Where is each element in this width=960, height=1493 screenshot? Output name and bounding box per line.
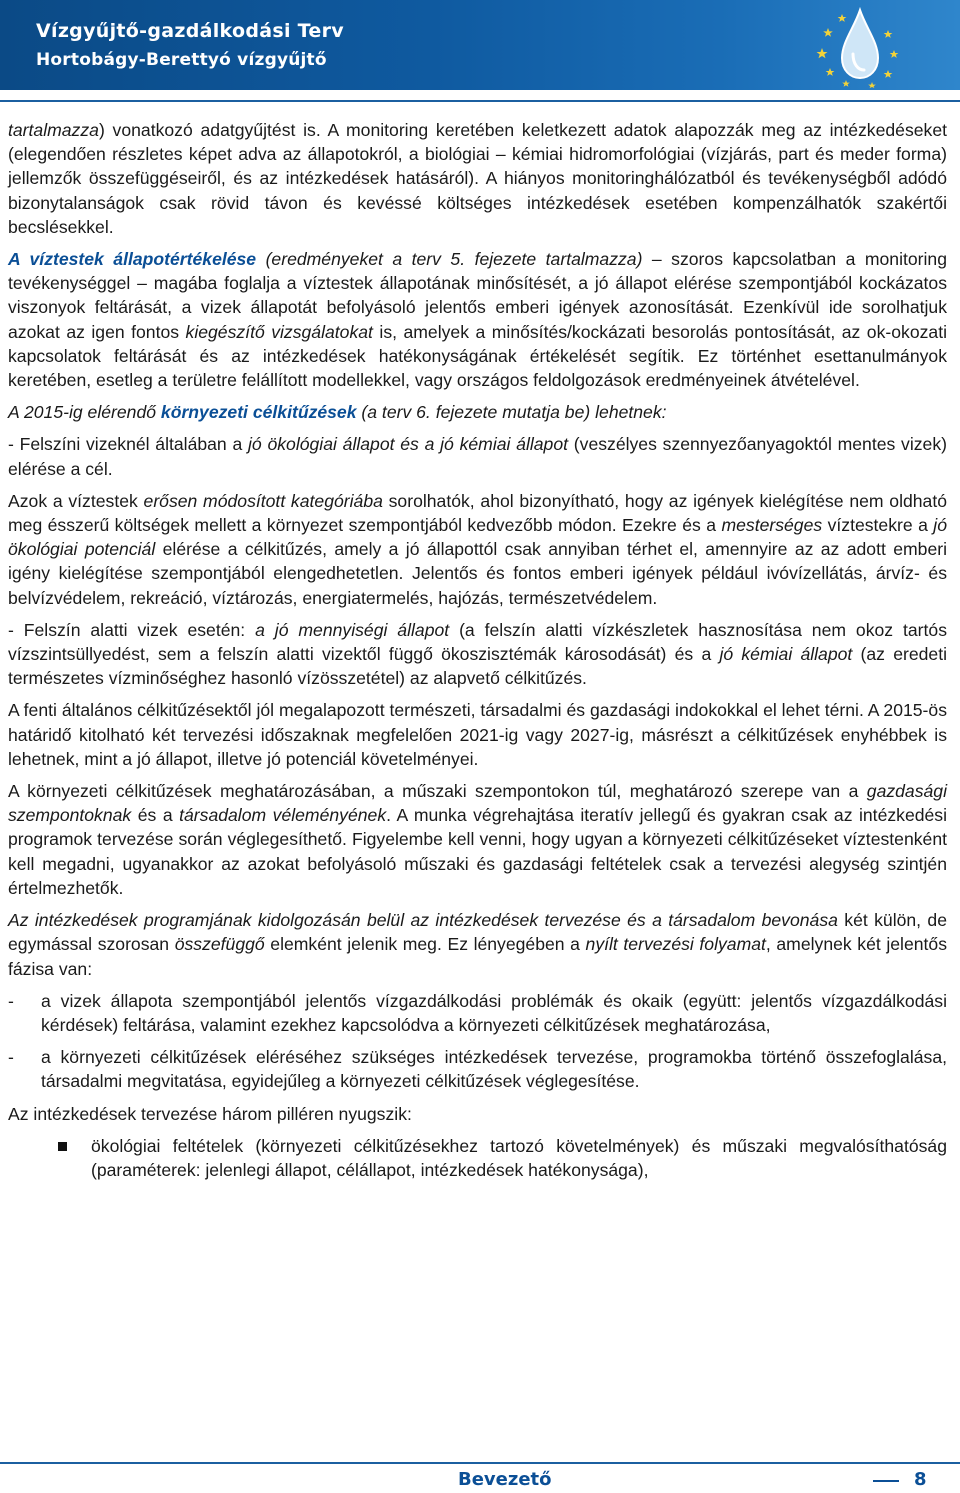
paragraph bbox=[8, 618, 947, 691]
italic-text: (eredményeket a terv 5. fejezete tartalmazza) bbox=[256, 249, 643, 270]
text: (veszélyes szennyezőanyagoktól mentes vizek) elérése a cél. bbox=[8, 434, 948, 479]
italic-text: A 2015-ig elérendő bbox=[8, 402, 161, 423]
header-subtitle: Hortobágy-Berettyó vízgyűjtő bbox=[36, 50, 327, 70]
paragraph bbox=[8, 489, 947, 610]
header-divider bbox=[0, 100, 960, 102]
footer-divider bbox=[0, 1462, 960, 1464]
text: – szoros kapcsolatban a monitoring tevékenységgel – magába foglalja a víztestek állapotának minősítését, a jó állapot elérése szempontjából kockázatos viszonyok feltárását, a vizek állapotát befolyásoló jelentős emberi igények azonosítását. Ezenkívül ide sorolhatjuk azokat az igen fontos bbox=[8, 249, 947, 342]
text: - Felszín alatti vizek esetén: bbox=[8, 619, 256, 640]
bullet-list-item bbox=[58, 1134, 947, 1182]
text: két külön, de egymással szorosan bbox=[8, 910, 947, 955]
text: sorolhatók, ahol bizonyítható, hogy az igények kielégítése nem oldható meg ésszerű költségek mellett a környezet szempontjából kedvezőbb módon. Ezekre és a bbox=[8, 490, 948, 536]
italic-text: jó kémiai állapot bbox=[719, 644, 853, 665]
text: a környezeti célkitűzések eléréséhez szükséges intézkedések tervezése, programokba történő összefoglalása, társadalmi megvitatása, egyidejűleg a környezeti célkitűzések véglegesítése. bbox=[41, 1047, 947, 1092]
dash-list-item bbox=[8, 1045, 947, 1093]
text: (az eredeti természetes vízminőséghez hasonló vízösszetétel) az alapvető célkitűzés. bbox=[8, 644, 948, 689]
italic-text: a jó mennyiségi állapot bbox=[255, 619, 450, 640]
text: a vizek állapota szempontjából jelentős vízgazdálkodási problémák és okaik (együtt: jelentős vízgazdálkodási kérdések) feltárása, valamint ezekhez kapcsolódva a környezeti célkitűzések meghatározása, bbox=[41, 990, 947, 1035]
paragraph bbox=[8, 400, 947, 424]
text: is, amelyek a minősítés/kockázati besorolás pontosítását, az ok-okozati kapcsolatok feltárását és az intézkedések hatékonyságának értékelését segítik. Ez történhet esettanulmányok keretében, esetleg a területre felállított modellekkel, vagy országos feldolgozások eredményeinek átvételével. bbox=[8, 321, 947, 391]
highlighted-term: A víztestek állapotértékelése bbox=[8, 249, 257, 270]
text: víztestekre a bbox=[822, 515, 934, 536]
paragraph: A fenti általános célkitűzésektől jól megalapozott természeti, társadalmi és gazdasági indokokkal el lehet térni. A 2015-ös határidő kitolható két tervezési időszaknak megfelelően 2021-ig vagy 2027-ig, másrészt a célkitűzések enyhébbek is lehetnek, mint a jó állapot, illetve jó potenciál követelményei. bbox=[8, 700, 947, 769]
page-number: 8 bbox=[914, 1469, 927, 1490]
italic-text: mesterséges bbox=[721, 515, 823, 536]
dash-marker: - bbox=[8, 1047, 14, 1068]
text: , amelynek két jelentős fázisa van: bbox=[8, 934, 947, 979]
italic-text: jó ökológiai állapot és a jó kémiai állapot bbox=[248, 434, 569, 455]
water-drop-stars-logo-icon bbox=[808, 4, 908, 88]
italic-text: erősen módosított kategóriába bbox=[143, 490, 383, 511]
text: . A munka végrehajtása iteratív jellegű és gyakran csak az intézkedési programok tervezése során véglegesíthető. Figyelembe kell venni, hogy ugyan a környezeti célkitűzéseket víztestenként kell megadni, ugyanakkor az azokat befolyásoló műszaki és gazdasági feltételek csak a tervezési alegység szintjén értelmezhetők. bbox=[8, 805, 948, 898]
italic-text: (a terv 6. fejezete mutatja be) lehetnek: bbox=[356, 402, 667, 423]
italic-text: kiegészítő vizsgálatokat bbox=[185, 321, 373, 342]
paragraph bbox=[8, 908, 947, 981]
highlighted-term: környezeti célkitűzések bbox=[160, 402, 357, 423]
footer-dash-separator bbox=[873, 1480, 899, 1482]
paragraph bbox=[8, 118, 947, 239]
italic-text: tartalmazza bbox=[8, 120, 99, 140]
paragraph bbox=[8, 779, 947, 900]
text: ökológiai feltételek (környezeti célkitűzésekhez tartozó követelmények) és műszaki megvalósíthatóság (paraméterek: jelenlegi állapot, célállapot, intézkedések hatékonysága), bbox=[91, 1135, 947, 1180]
dash-marker: - bbox=[8, 990, 14, 1011]
text: elérése a célkitűzés, amely a jó állapottól csak annyiban térhet el, amennyire az az adott emberi igény kielégítése szempontjából elengedhetetlen. Jelentős és fontos emberi igények például ivóvízellátás, árvíz- és belvízvédelem, rekreáció, víztározás, energiatermelés, hajózás, természetvédelem. bbox=[8, 539, 948, 608]
header-title: Vízgyűjtő-gazdálkodási Terv bbox=[36, 20, 344, 42]
italic-text: társadalom véleményének bbox=[179, 805, 387, 826]
dash-list-item bbox=[8, 989, 947, 1037]
italic-text: jó ökológiai potenciál bbox=[8, 515, 947, 560]
paragraph: Az intézkedések tervezése három pilléren nyugszik: bbox=[8, 1103, 412, 1124]
text: és a bbox=[131, 805, 180, 826]
document-body bbox=[8, 118, 947, 1182]
paragraph bbox=[8, 432, 947, 480]
text: (a felszín alatti vízkészletek hasznosítása nem okoz tartós vízszintsüllyedést, sem a felszín alatti vizektől függő ökoszisztémák károsodását) és a bbox=[8, 619, 947, 665]
text: A környezeti célkitűzések meghatározásában, a műszaki szempontokon túl, meghatározó szerepe van a bbox=[8, 781, 867, 802]
italic-text: Az intézkedések programjának kidolgozásán belül az intézkedések tervezése és a társadalom bevonása bbox=[8, 910, 838, 931]
paragraph bbox=[8, 247, 947, 392]
square-bullet-icon bbox=[58, 1142, 67, 1151]
text: ) vonatkozó adatgyűjtést is. A monitoring keretében keletkezett adatok alapozzák meg az intézkedéseket (elegendően részletes képet adva az állapotokról, a biológiai – kémiai hidromorfológiai (vízjárás, part és meder forma) jellemzők összefüggéseiről, és az intézkedések hatásáról). A hiányos monitoringhálózatból és tevékenységből adódó bizonytalanságok csak rövid távon és kevéssé költséges intézkedések esetében kompenzálhatók szakértői becslésekkel. bbox=[8, 120, 947, 237]
italic-text: összefüggő bbox=[174, 934, 265, 955]
footer-section-title: Bevezető bbox=[458, 1469, 552, 1490]
text: Azok a víztestek bbox=[8, 490, 144, 511]
text: Felszíni vizeknél általában a bbox=[13, 434, 249, 455]
italic-text: gazdasági szempontoknak bbox=[8, 781, 947, 826]
dash-marker: - bbox=[8, 434, 14, 455]
text: elemként jelenik meg. Ez lényegében a bbox=[264, 934, 586, 955]
document-header bbox=[0, 0, 960, 90]
italic-text: nyílt tervezési folyamat bbox=[585, 934, 766, 955]
